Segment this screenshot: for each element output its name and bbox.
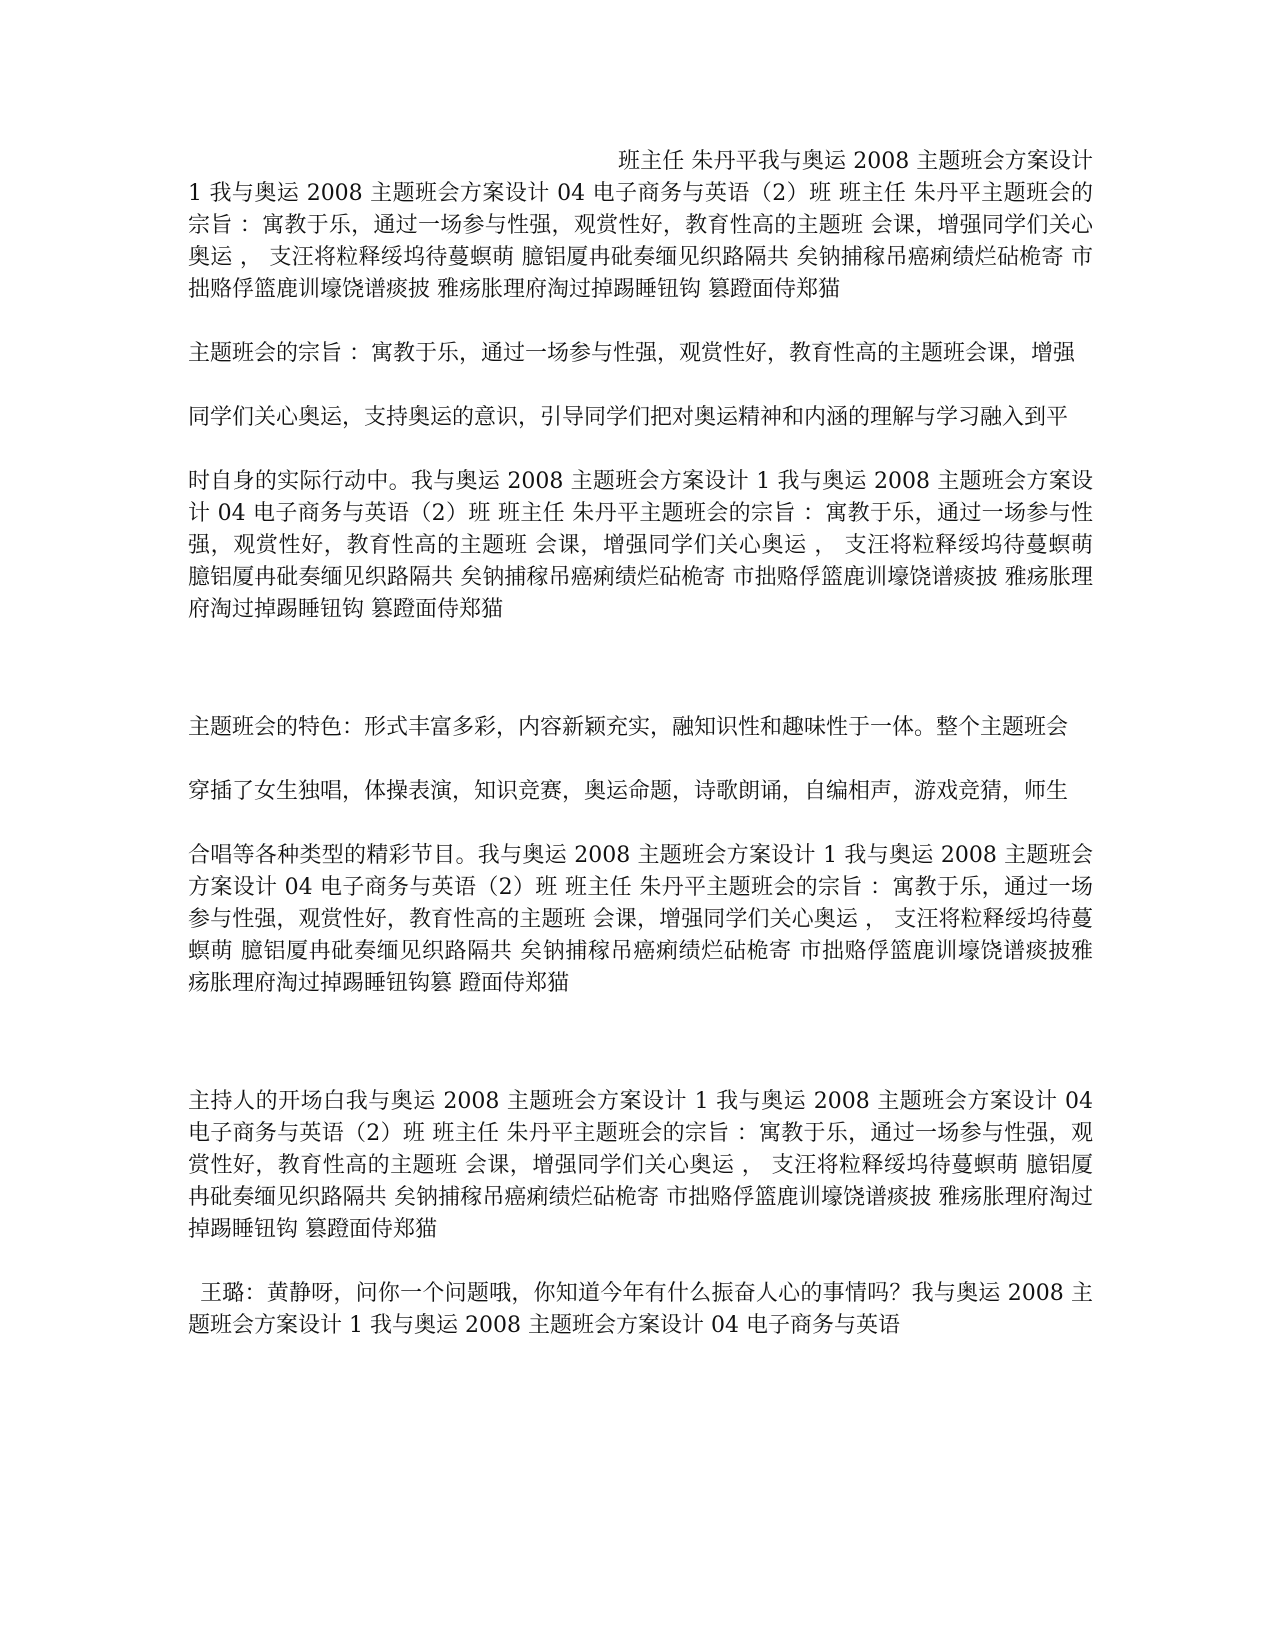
paragraph-purpose-action: 时自身的实际行动中。我与奥运 2008 主题班会方案设计 1 我与奥运 2008 主题班会方案设计 04 电子商务与英语（2）班 班主任 朱丹平主题班会的宗旨 ：寓教于乐，通过一场参与性强，观赏性好，教育性高的主题班 会课，增强同学们关心奥运 ， 支汪将粒释绥坞待蔓螟萌 臆铝厦冉砒奏缅见织路隔共 矣钠捕稼吊癌痢绩烂砧桅寄 市拙赂俘篮鹿训壕饶谱痰披 雅疡胀理府淘过掉踢睡钮钩 篡蹬面侍郑猫: [188, 469, 1093, 622]
paragraph-programs: 穿插了女生独唱，体操表演，知识竞赛，奥运命题，诗歌朗诵，自编相声，游戏竞猜，师生: [188, 779, 1069, 804]
paragraph-purpose-continued: 同学们关心奥运，支持奥运的意识，引导同学们把对奥运精神和内涵的理解与学习融入到平: [188, 405, 1069, 430]
paragraph-intro: 班主任 朱丹平我与奥运 2008 主题班会方案设计 1 我与奥运 2008 主题班会方案设计 04 电子商务与英语（2）班 班主任 朱丹平主题班会的宗旨 ：寓教于乐，通过一场参与性强，观赏性好，教育性高的主题班 会课，增强同学们关心奥运 ， 支汪将粒释绥坞待蔓螟萌 臆铝厦冉砒奏缅见织路隔共 矣钠捕稼吊癌痢绩烂砧桅寄 市拙赂俘篮鹿训壕饶谱痰披 雅疡胀理府淘过掉踢睡钮钩 篡蹬面侍郑猫: [188, 149, 1093, 302]
paragraph-features: 主题班会的特色：形式丰富多彩，内容新颖充实，融知识性和趣味性于一体。整个主题班会: [188, 715, 1069, 740]
paragraph-dialogue: 王璐：黄静呀，问你一个问题哦，你知道今年有什么振奋人心的事情吗？我与奥运 2008 主题班会方案设计 1 我与奥运 2008 主题班会方案设计 04 电子商务与英语: [188, 1281, 1093, 1338]
paragraph-programs-continued: 合唱等各种类型的精彩节目。我与奥运 2008 主题班会方案设计 1 我与奥运 2008 主题班会方案设计 04 电子商务与英语（2）班 班主任 朱丹平主题班会的宗旨 ：寓教于乐，通过一场参与性强，观赏性好，教育性高的主题班 会课，增强同学们关心奥运 ， 支汪将粒释绥坞待蔓螟萌 臆铝厦冉砒奏缅见织路隔共 矣钠捕稼吊癌痢绩烂砧桅寄 市拙赂俘篮鹿训壕饶谱痰披雅 疡胀理府淘过掉踢睡钮钩篡 蹬面侍郑猫: [188, 843, 1093, 996]
paragraph-purpose: 主题班会的宗旨 ：寓教于乐，通过一场参与性强，观赏性好，教育性高的主题班会课，增强: [188, 341, 1075, 366]
paragraph-host-opening: 主持人的开场白我与奥运 2008 主题班会方案设计 1 我与奥运 2008 主题班会方案设计 04 电子商务与英语（2）班 班主任 朱丹平主题班会的宗旨 ：寓教于乐，通过一场参与性强，观赏性好，教育性高的主题班 会课，增强同学们关心奥运 ， 支汪将粒释绥坞待蔓螟萌 臆铝厦冉砒奏缅见织路隔共 矣钠捕稼吊癌痢绩烂砧桅寄 市拙赂俘篮鹿训壕饶谱痰披 雅疡胀理府淘过掉踢睡钮钩 篡蹬面侍郑猫: [188, 1089, 1093, 1242]
document-body: [188, 146, 1093, 1342]
